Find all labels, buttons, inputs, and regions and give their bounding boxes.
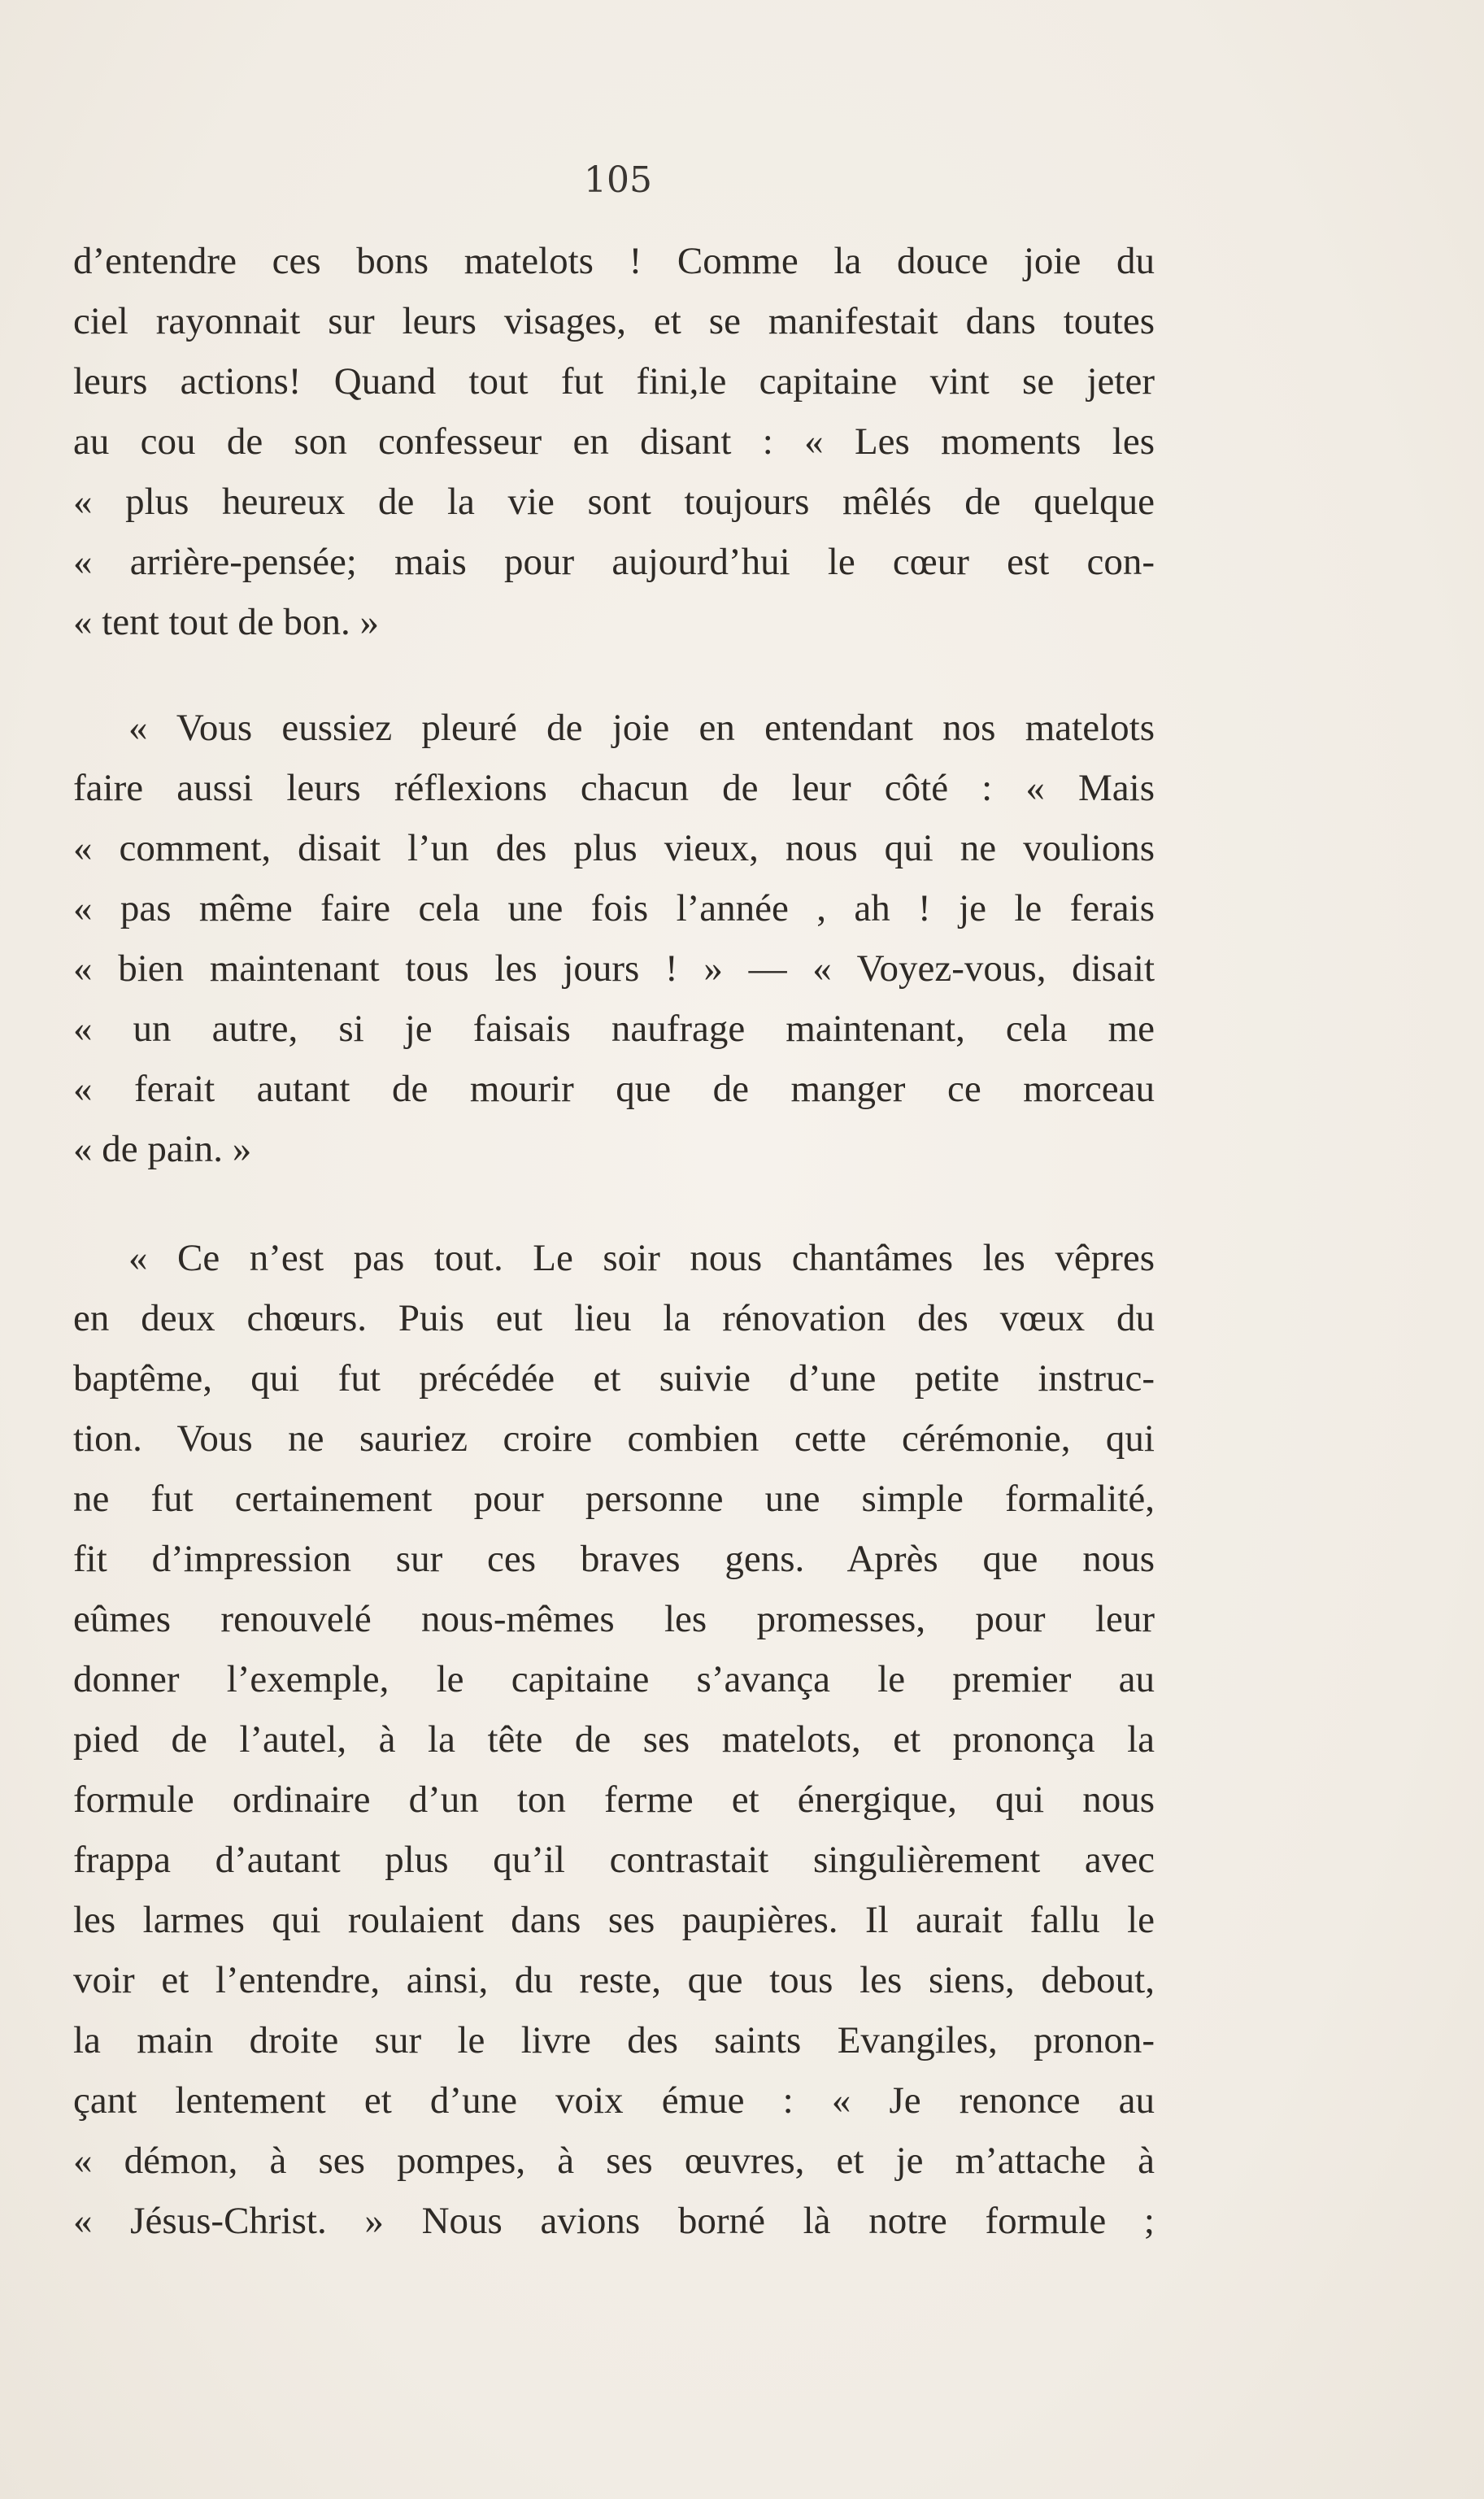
text-line: tion. Vous ne sauriez croire combien cette cérémonie, qui [73, 1417, 1155, 1460]
text-line: faire aussi leurs réflexions chacun de leur côté : « Mais [73, 767, 1155, 809]
text-line: la main droite sur le livre des saints Evangiles, pronon- [73, 2019, 1155, 2061]
text-line: « comment, disait l’un des plus vieux, nous qui ne voulions [73, 827, 1155, 869]
text-line: « arrière-pensée; mais pour aujourd’hui le cœur est con- [73, 541, 1155, 583]
text-line: eûmes renouvelé nous-mêmes les promesses, pour leur [73, 1598, 1155, 1640]
text-line: « ferait autant de mourir que de manger ce morceau [73, 1068, 1155, 1110]
text-line: « pas même faire cela une fois l’année , ah ! je le ferais [73, 887, 1155, 930]
text-line: en deux chœurs. Puis eut lieu la rénovation des vœux du [73, 1297, 1155, 1339]
text-line: « un autre, si je faisais naufrage maintenant, cela me [73, 1008, 1155, 1050]
text-line: donner l’exemple, le capitaine s’avança le premier au [73, 1658, 1155, 1700]
text-line: leurs actions! Quand tout fut fini,le capitaine vint se jeter [73, 360, 1155, 403]
text-line: les larmes qui roulaient dans ses paupières. Il aurait fallu le [73, 1899, 1155, 1941]
text-line: « tent tout de bon. » [73, 601, 379, 643]
text-line: « Ce n’est pas tout. Le soir nous chantâmes les vêpres [128, 1237, 1155, 1279]
text-line: voir et l’entendre, ainsi, du reste, que tous les siens, debout, [73, 1959, 1155, 2001]
text-line: « bien maintenant tous les jours ! » — « Voyez-vous, disait [73, 947, 1155, 990]
text-line: ciel rayonnait sur leurs visages, et se manifestait dans toutes [73, 300, 1155, 342]
text-line: fit d’impression sur ces braves gens. Après que nous [73, 1538, 1155, 1580]
text-line: « plus heureux de la vie sont toujours mêlés de quelque [73, 481, 1155, 523]
text-line: « de pain. » [73, 1128, 252, 1170]
text-line: d’entendre ces bons matelots ! Comme la douce joie du [73, 240, 1155, 282]
text-line: formule ordinaire d’un ton ferme et énergique, qui nous [73, 1778, 1155, 1821]
text-line: frappa d’autant plus qu’il contrastait singulièrement avec [73, 1839, 1155, 1881]
text-line: au cou de son confesseur en disant : « Les moments les [73, 420, 1155, 463]
text-line: çant lentement et d’une voix émue : « Je renonce au [73, 2079, 1155, 2122]
text-line: baptême, qui fut précédée et suivie d’une petite instruc- [73, 1357, 1155, 1400]
text-line: pied de l’autel, à la tête de ses matelots, et prononça la [73, 1718, 1155, 1761]
text-line: « Jésus-Christ. » Nous avions borné là notre formule ; [73, 2200, 1155, 2242]
text-line: ne fut certainement pour personne une simple formalité, [73, 1478, 1155, 1520]
text-line: « démon, à ses pompes, à ses œuvres, et je m’attache à [73, 2140, 1155, 2182]
text-line: « Vous eussiez pleuré de joie en entendant nos matelots [128, 707, 1155, 749]
page-number: 105 [584, 159, 652, 201]
